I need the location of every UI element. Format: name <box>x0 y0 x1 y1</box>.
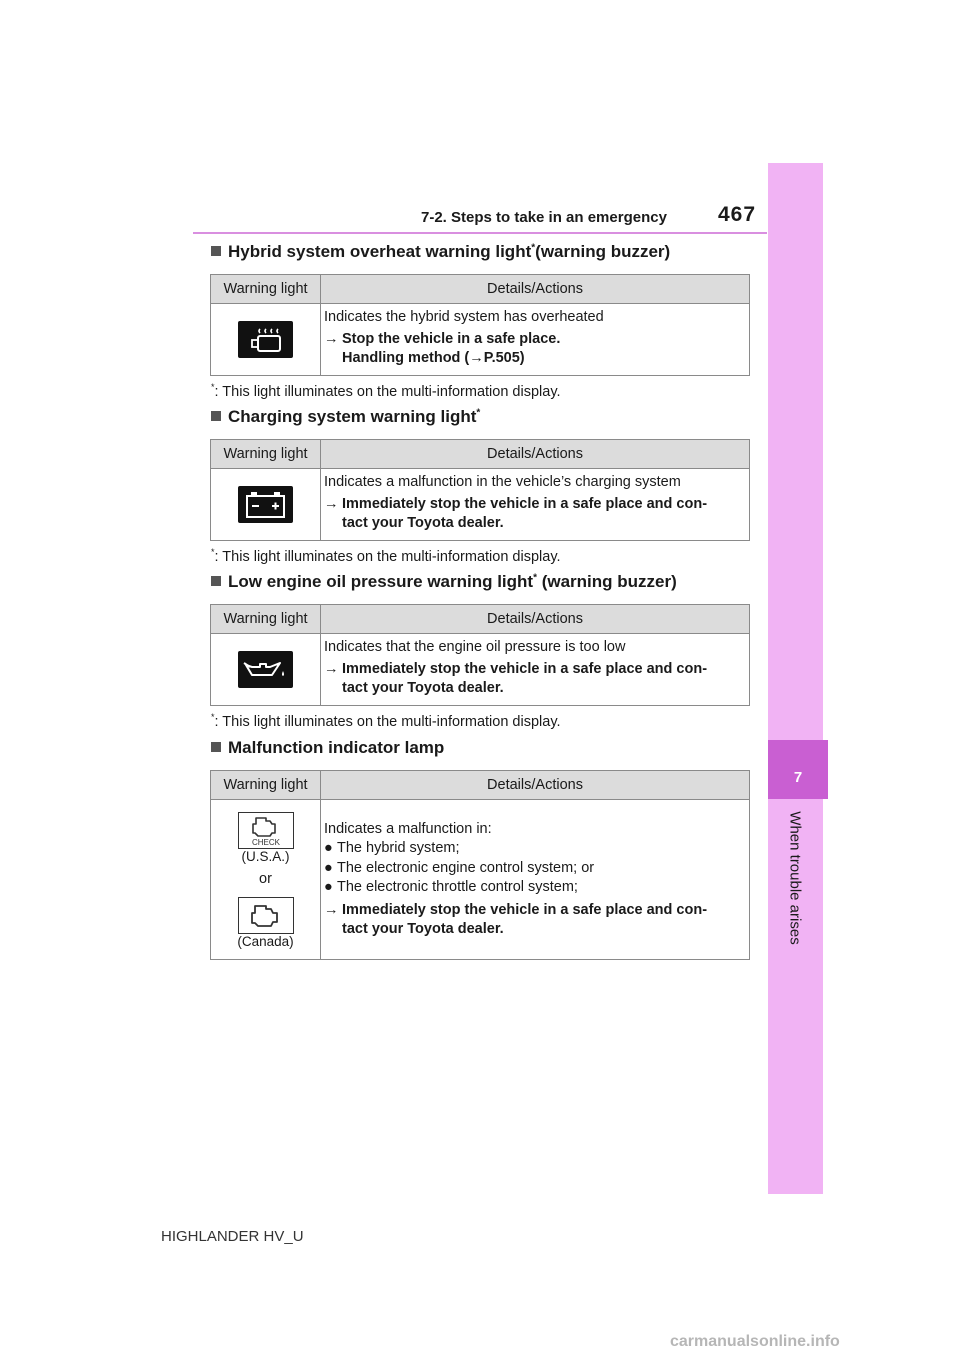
footer-model-name: HIGHLANDER HV_U <box>161 1228 304 1245</box>
section-heading-hybrid-overheat: Hybrid system overheat warning light*(warning buzzer) <box>211 242 670 262</box>
hybrid-overheat-icon <box>238 321 293 358</box>
detail-text: Indicates the hybrid system has overheated <box>324 309 604 325</box>
action-text: → Immediately stop the vehicle in a safe place and con- tact your Toyota dealer. <box>324 496 708 531</box>
col-header-warning-light: Warning light <box>211 275 321 304</box>
col-header-details: Details/Actions <box>321 440 750 469</box>
section-square-icon <box>211 742 221 752</box>
icon-caption-canada: (Canada) <box>237 933 294 949</box>
col-header-details: Details/Actions <box>321 605 750 634</box>
svg-text:CHECK: CHECK <box>251 837 280 847</box>
section-square-icon <box>211 246 221 256</box>
action-text: → Immediately stop the vehicle in a safe place and con- tact your Toyota dealer. <box>324 661 708 696</box>
icon-or-text: or <box>259 870 272 887</box>
warning-table-charging <box>210 439 750 541</box>
section-heading-malfunction-lamp: Malfunction indicator lamp <box>211 738 444 758</box>
battery-icon <box>238 486 293 523</box>
chapter-side-tab <box>768 163 823 1194</box>
oil-can-icon <box>238 651 293 688</box>
section-square-icon <box>211 411 221 421</box>
check-engine-usa-icon <box>238 812 294 849</box>
warning-table-malfunction-lamp <box>210 770 750 960</box>
icon-caption-usa: (U.S.A.) <box>241 848 290 864</box>
col-header-details: Details/Actions <box>321 771 750 800</box>
bullet-item: ● The hybrid system; <box>324 840 460 857</box>
warning-table-hybrid-overheat <box>210 274 750 376</box>
chapter-number-box: 7 <box>768 740 828 799</box>
col-header-warning-light: Warning light <box>211 605 321 634</box>
detail-text: Indicates a malfunction in: <box>324 821 492 838</box>
col-header-warning-light: Warning light <box>211 771 321 800</box>
section-square-icon <box>211 576 221 586</box>
watermark: carmanualsonline.info <box>670 1333 840 1350</box>
footnote: *: This light illuminates on the multi-information display. <box>211 382 561 400</box>
action-text: → Immediately stop the vehicle in a safe place and con- tact your Toyota dealer. <box>324 901 708 937</box>
bullet-item: ● The electronic engine control system; or <box>324 859 595 876</box>
section-heading-charging: Charging system warning light* <box>211 407 480 427</box>
action-text: → Stop the vehicle in a safe place. Handling method (→P.505) <box>324 331 561 366</box>
col-header-warning-light: Warning light <box>211 440 321 469</box>
warning-table-oil-pressure <box>210 604 750 706</box>
bullet-item: ● The electronic throttle control system; <box>324 879 578 896</box>
col-header-details: Details/Actions <box>321 275 750 304</box>
footnote: *: This light illuminates on the multi-information display. <box>211 712 561 730</box>
detail-text: Indicates that the engine oil pressure is too low <box>324 639 626 655</box>
running-header: 7-2. Steps to take in an emergency <box>421 209 667 226</box>
detail-text: Indicates a malfunction in the vehicle’s charging system <box>324 474 681 490</box>
check-engine-canada-icon <box>238 897 294 934</box>
section-heading-oil-pressure: Low engine oil pressure warning light* (warning buzzer) <box>211 572 677 592</box>
page-number: 467 <box>718 203 757 226</box>
header-rule <box>193 232 767 234</box>
footnote: *: This light illuminates on the multi-information display. <box>211 547 561 565</box>
chapter-title: When trouble arises <box>786 811 804 945</box>
